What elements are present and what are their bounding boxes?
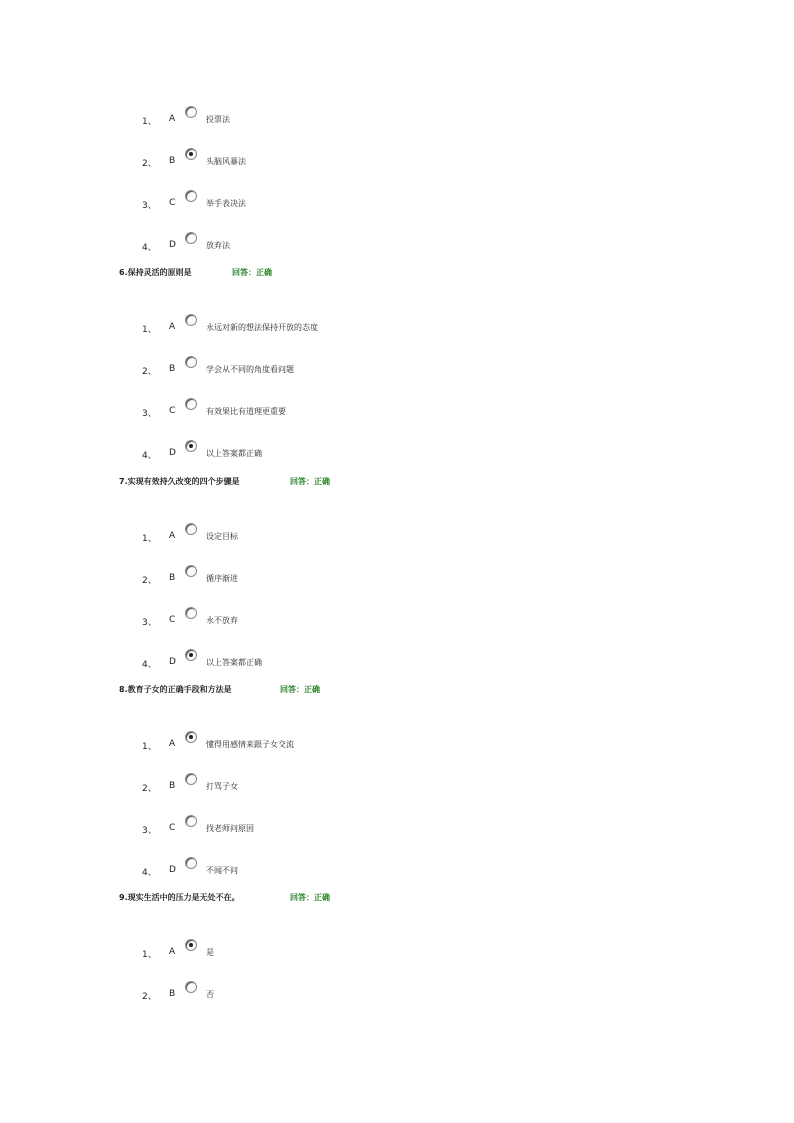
option-letter: D [169,448,176,458]
radio-button-selected[interactable] [185,731,197,743]
radio-button[interactable] [185,815,197,827]
option-letter: B [169,573,176,583]
question-7 [0,476,794,526]
option-text: 永不放弃 [206,616,238,625]
option-number: 1、 [142,950,157,960]
question-9-options [0,947,794,1031]
option-text: 头脑风暴法 [206,157,246,166]
question-6-options [0,322,794,490]
question-5-options [0,114,794,282]
option-letter: A [169,114,176,124]
option-number: 3、 [142,409,157,419]
question-7-options [0,531,794,699]
option-number: 1、 [142,742,157,752]
option-row[interactable] [0,531,794,573]
question-header [0,267,794,317]
option-row[interactable] [0,322,794,364]
option-row[interactable] [0,947,794,989]
option-letter: C [169,198,176,208]
option-text: 打骂子女 [206,782,238,791]
option-letter: B [169,989,176,999]
radio-button[interactable] [185,190,197,202]
option-letter: C [169,406,176,416]
radio-button[interactable] [185,565,197,577]
option-letter: A [169,531,176,541]
option-row[interactable] [0,198,794,240]
option-text: 永远对新的想法保持开放的态度 [206,323,318,332]
option-number: 2、 [142,159,157,169]
option-number: 2、 [142,784,157,794]
option-row[interactable] [0,739,794,781]
option-text: 有效果比有道理更重要 [206,407,286,416]
option-letter: C [169,823,176,833]
option-row[interactable] [0,573,794,615]
option-letter: B [169,781,176,791]
answer-status: 回答：正确 [280,685,320,694]
question-header [0,892,794,942]
option-text: 以上答案都正确 [206,449,262,458]
option-row[interactable] [0,406,794,448]
option-row[interactable] [0,364,794,406]
option-row[interactable] [0,781,794,823]
option-text: 懂得用感情来跟子女交流 [206,740,294,749]
radio-button[interactable] [185,398,197,410]
radio-button[interactable] [185,607,197,619]
question-8-options [0,739,794,907]
option-number: 1、 [142,325,157,335]
option-number: 3、 [142,826,157,836]
question-title: 6.保持灵活的原则是 [119,268,192,277]
option-text: 是 [206,948,214,957]
radio-button-selected[interactable] [185,440,197,452]
option-number: 2、 [142,367,157,377]
option-number: 2、 [142,576,157,586]
option-number: 4、 [142,660,157,670]
option-letter: B [169,364,176,374]
option-row[interactable] [0,114,794,156]
option-letter: A [169,739,176,749]
option-letter: B [169,156,176,166]
answer-status: 回答：正确 [290,477,330,486]
option-letter: D [169,657,176,667]
option-letter: A [169,322,176,332]
option-text: 否 [206,990,214,999]
question-9 [0,892,794,942]
option-text: 学会从不同的角度看问题 [206,365,294,374]
option-text: 设定目标 [206,532,238,541]
option-number: 1、 [142,117,157,127]
option-number: 4、 [142,868,157,878]
option-text: 举手表决法 [206,199,246,208]
option-number: 3、 [142,618,157,628]
question-title: 7.实现有效持久改变的四个步骤是 [119,477,240,486]
answer-status: 回答：正确 [232,268,272,277]
option-row[interactable] [0,156,794,198]
option-letter: A [169,947,176,957]
radio-button[interactable] [185,773,197,785]
option-letter: C [169,615,176,625]
option-number: 3、 [142,201,157,211]
option-letter: D [169,240,176,250]
question-8 [0,684,794,734]
radio-button[interactable] [185,356,197,368]
radio-button[interactable] [185,314,197,326]
option-number: 2、 [142,992,157,1002]
radio-button[interactable] [185,523,197,535]
option-number: 1、 [142,534,157,544]
question-title: 9.现实生活中的压力是无处不在。 [119,893,240,902]
question-header [0,684,794,734]
option-row[interactable] [0,989,794,1031]
option-text: 放弃法 [206,241,230,250]
option-text: 不闻不问 [206,866,238,875]
question-title: 8.教育子女的正确手段和方法是 [119,685,232,694]
option-row[interactable] [0,615,794,657]
answer-status: 回答：正确 [290,893,330,902]
question-header [0,476,794,526]
option-text: 找老师问原因 [206,824,254,833]
option-text: 投票法 [206,115,230,124]
option-row[interactable] [0,823,794,865]
radio-button-selected[interactable] [185,649,197,661]
option-letter: D [169,865,176,875]
option-number: 4、 [142,243,157,253]
radio-button[interactable] [185,232,197,244]
radio-button-selected[interactable] [185,939,197,951]
option-text: 循序渐进 [206,574,238,583]
radio-button[interactable] [185,857,197,869]
option-number: 4、 [142,451,157,461]
radio-button[interactable] [185,106,197,118]
radio-button[interactable] [185,981,197,993]
radio-button-selected[interactable] [185,148,197,160]
option-text: 以上答案都正确 [206,658,262,667]
question-6 [0,267,794,317]
